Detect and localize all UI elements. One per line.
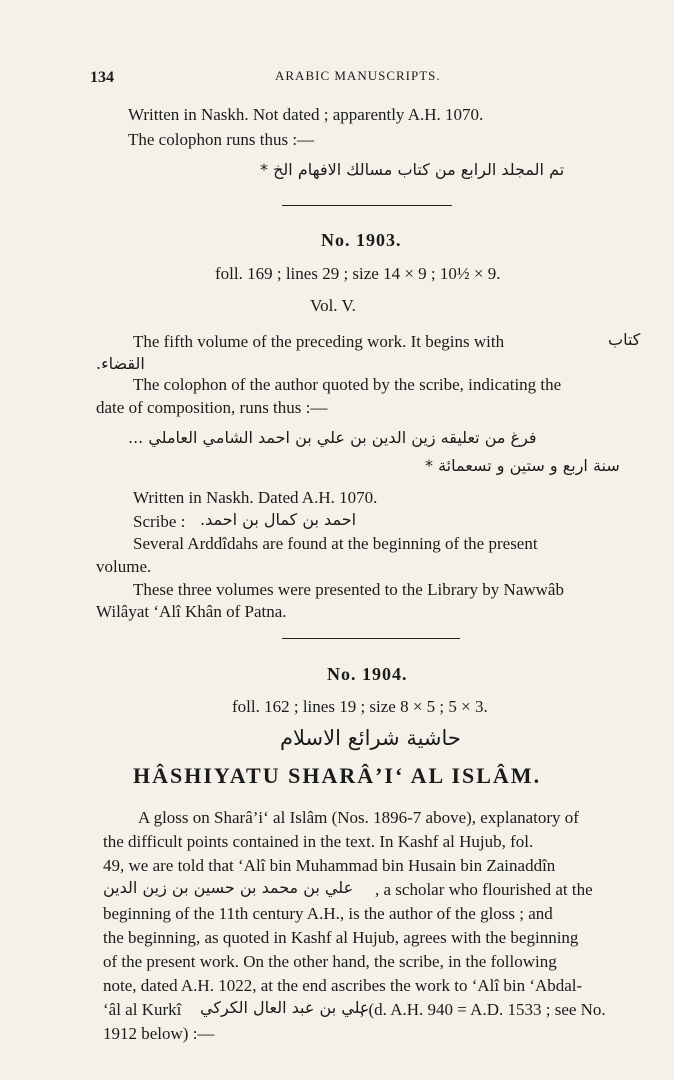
written-line: Written in Naskh. Dated A.H. 1070. — [133, 488, 378, 507]
arabic-name: علي بن محمد بن حسين بن زين الدين — [103, 878, 354, 897]
arabic-title: حاشية شرائع الاسلام — [280, 726, 461, 750]
colophon-arabic: تم المجلد الرابع من كتاب مسالك الافهام الخ * — [260, 160, 565, 179]
arabic-colophon-line: سنة اربع و ستين و تسعمائة * — [425, 456, 620, 475]
colophon-intro: The colophon runs thus :— — [128, 130, 315, 149]
arabic-word: كتاب — [608, 330, 641, 349]
written-line: Written in Naskh. Not dated ; apparently A.H. 1070. — [128, 105, 484, 124]
paragraph-line: 49, we are told that ‘Alî bin Muhammad bin Husain bin Zainaddîn — [103, 856, 556, 875]
paragraph-line: 1912 below) :— — [103, 1024, 215, 1043]
paragraph-line: Wilâyat ‘Alî Khân of Patna. — [96, 602, 287, 621]
paragraph-line: The fifth volume of the preceding work. It begins with — [133, 332, 505, 351]
page-number: 134 — [90, 69, 114, 86]
scribe-arabic: احمد بن كمال بن احمد. — [200, 510, 357, 529]
paragraph-line: , (d. A.H. 940 = A.D. 1533 ; see No. — [360, 1000, 606, 1019]
paragraph-line: volume. — [96, 557, 152, 576]
paragraph-line: the beginning, as quoted in Kashf al Hujub, agrees with the beginning — [103, 928, 579, 947]
section-divider — [282, 638, 460, 639]
paragraph-line: beginning of the 11th century A.H., is the author of the gloss ; and — [103, 904, 553, 923]
paragraph-line: Several Arddîdahs are found at the beginning of the present — [133, 534, 538, 553]
running-title: ARABIC MANUSCRIPTS. — [275, 68, 441, 83]
arabic-name: علي بن عبد العال الكركي — [200, 998, 370, 1017]
paragraph-line: These three volumes were presented to the Library by Nawwâb — [133, 580, 564, 599]
paragraph-line: of the present work. On the other hand, the scribe, in the following — [103, 952, 557, 971]
paragraph-line: A gloss on Sharâ’i‘ al Islâm (Nos. 1896-7 above), explanatory of — [138, 808, 579, 827]
arabic-word: القضاء. — [96, 354, 145, 373]
volume-label: Vol. V. — [310, 296, 356, 315]
scribe-label: Scribe : — [133, 512, 186, 531]
entry-number: No. 1903. — [321, 230, 402, 250]
entry-meta: foll. 162 ; lines 19 ; size 8 × 5 ; 5 × 3. — [232, 697, 488, 716]
paragraph-line: ‘âl al Kurkî — [103, 1000, 182, 1019]
entry-number: No. 1904. — [327, 664, 408, 684]
paragraph-line: note, dated A.H. 1022, at the end ascribes the work to ‘Alî bin ‘Abdal- — [103, 976, 583, 995]
paragraph-line: date of composition, runs thus :— — [96, 398, 328, 417]
arabic-colophon-line: فرغ من تعليقه زين الدين بن علي بن احمد الشامي العاملي ... — [128, 428, 537, 447]
entry-meta: foll. 169 ; lines 29 ; size 14 × 9 ; 10½ × 9. — [215, 264, 501, 283]
paragraph-line: , a scholar who flourished at the — [375, 880, 593, 899]
paragraph-line: The colophon of the author quoted by the scribe, indicating the — [133, 375, 562, 394]
section-divider — [282, 205, 452, 206]
work-title: HÂSHIYATU SHARÂ’I‘ AL ISLÂM. — [133, 763, 542, 788]
paragraph-line: the difficult points contained in the text. In Kashf al Hujub, fol. — [103, 832, 534, 851]
